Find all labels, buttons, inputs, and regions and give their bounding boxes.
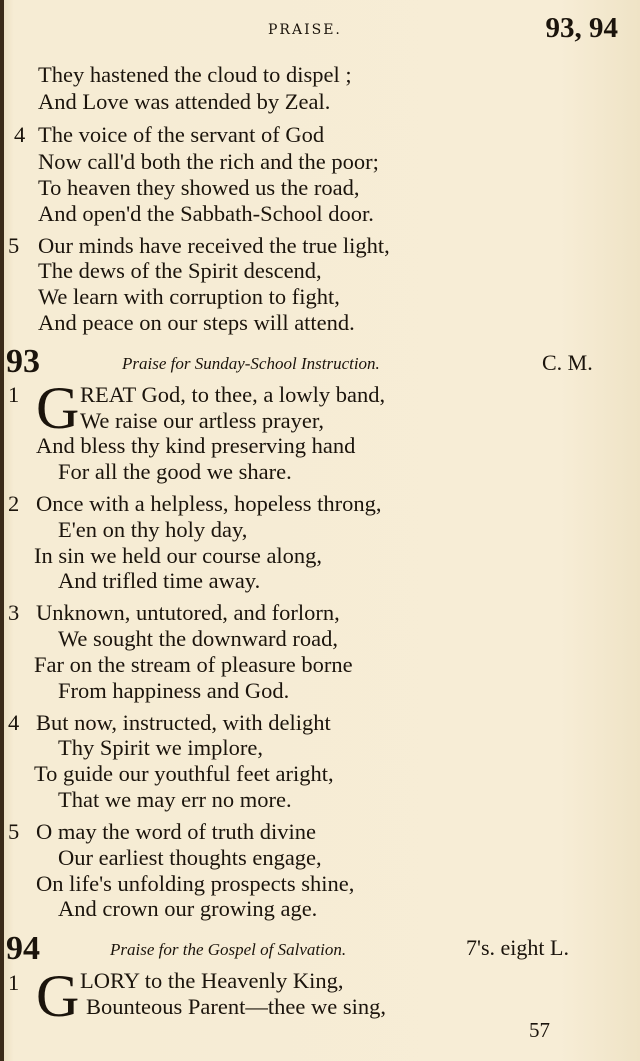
hymn-meter: 7's. eight L. xyxy=(466,935,569,960)
verse-line: Far on the stream of pleasure borne xyxy=(34,652,353,677)
hymn-number: 93 xyxy=(6,343,40,380)
verse-line: Unknown, untutored, and forlorn, xyxy=(36,600,340,625)
drop-cap: G xyxy=(36,963,80,1029)
verse-line: And Love was attended by Zeal. xyxy=(38,89,331,114)
verse-line: O may the word of truth divine xyxy=(36,819,316,844)
verse-line: Our minds have received the true light, xyxy=(38,233,390,258)
verse-line: And open'd the Sabbath-School door. xyxy=(38,201,374,226)
verse-number: 4 xyxy=(14,122,26,147)
verse-line: To heaven they showed us the road, xyxy=(38,175,360,200)
running-header: PRAISE. xyxy=(268,22,342,38)
verse-line: Our earliest thoughts engage, xyxy=(58,845,322,870)
verse-line: Once with a helpless, hopeless throng, xyxy=(36,491,382,516)
verse-line: From happiness and God. xyxy=(58,678,290,703)
verse-line: The voice of the servant of God xyxy=(38,122,325,147)
verse-number: 2 xyxy=(8,491,20,516)
verse-line: We sought the downward road, xyxy=(58,626,338,651)
page-number: 57 xyxy=(529,1018,550,1042)
hymn-title: Praise for the Gospel of Salvation. xyxy=(110,940,347,959)
hymn-range: 93, 94 xyxy=(545,12,618,44)
verse-line: E'en on thy holy day, xyxy=(58,517,248,542)
hymn-meter: C. M. xyxy=(542,350,593,375)
verse-line: Bounteous Parent—thee we sing, xyxy=(86,994,386,1019)
verse-line: They hastened the cloud to dispel ; xyxy=(38,62,352,87)
verse-line: For all the good we share. xyxy=(58,459,292,484)
verse-line: On life's unfolding prospects shine, xyxy=(36,871,355,896)
verse-line: In sin we held our course along, xyxy=(34,543,323,568)
verse-line: And peace on our steps will attend. xyxy=(38,310,355,335)
verse-line: LORY to the Heavenly King, xyxy=(80,968,344,993)
verse-line: Now call'd both the rich and the poor; xyxy=(38,149,379,174)
verse-line: We raise our artless prayer, xyxy=(80,408,325,433)
verse-line: But now, instructed, with delight xyxy=(36,710,331,735)
verse-line: Thy Spirit we implore, xyxy=(58,735,263,760)
hymn-title: Praise for Sunday-School Instruction. xyxy=(122,354,380,373)
verse-line: That we may err no more. xyxy=(58,787,292,812)
verse-line: And bless thy kind preserving hand xyxy=(36,433,356,458)
verse-number: 1 xyxy=(8,382,20,407)
verse-number: 4 xyxy=(8,710,20,735)
hymn-number: 94 xyxy=(6,930,40,967)
verse-line: REAT God, to thee, a lowly band, xyxy=(80,382,386,407)
verse-number: 3 xyxy=(8,600,20,625)
binding-edge xyxy=(0,0,4,1061)
verse-line: The dews of the Spirit descend, xyxy=(38,258,322,283)
verse-line: We learn with corruption to fight, xyxy=(38,284,340,309)
verse-line: And trifled time away. xyxy=(58,568,261,593)
verse-number: 1 xyxy=(8,970,20,995)
verse-line: And crown our growing age. xyxy=(58,896,318,921)
drop-cap: G xyxy=(36,375,80,441)
verse-number: 5 xyxy=(8,233,20,258)
verse-line: To guide our youthful feet aright, xyxy=(34,761,334,786)
verse-number: 5 xyxy=(8,819,20,844)
